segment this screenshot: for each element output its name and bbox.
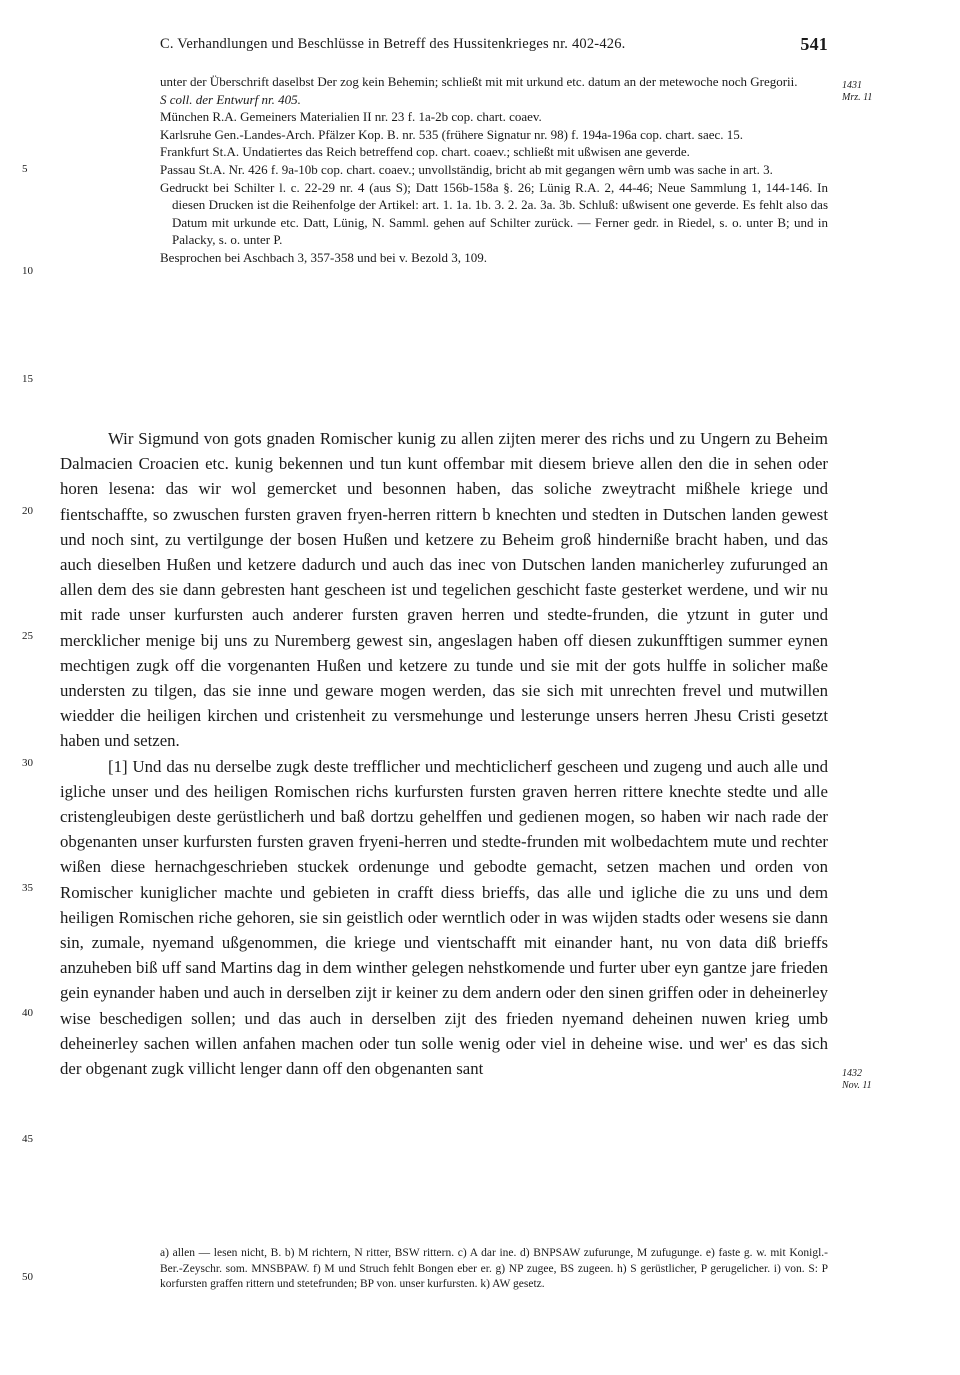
margin-date-day: Nov. 11 — [842, 1080, 872, 1091]
footnote-text: a) allen — lesen nicht, B. b) M richtern, N ritter, BSW rittern. c) A dar ine. d) BNPSAW zufurunge, M zufugunge. e) faste g. w. mit Konigl.-Ber.-Zeyschr. som. MNSBPAW. f) M und Struch fehlt Bongen eber er. g) NP zugee, BS zugeen. h) S gerüstlicher, P gerugelicher. i) von. S: P korfursten graffen rittern und stetefrunden; BP von. unser kurfursten. k) AW gesetz. — [160, 1247, 828, 1290]
apparatus-entry: Gedruckt bei Schilter l. c. 22-29 nr. 4 (aus S); Datt 156b-158a §. 26; Lünig R.A. 2, 44-46; Neue Sammlung 1, 144-146. In diesen Drucken ist die Reihenfolge der Artikel: art. 1. 1a. 1b. 3. 2. 2a. 3a. 3b. Schluß: ußwisent one geverde. Es fehlt also das Datum mit urkunde etc. Datt, Lünig, N. Samml. gehen auf Schilter zurück. — Ferner gedr. in Riedel, s. o. unter B; und in Palacky, s. o. unter P. — [160, 179, 828, 248]
main-text — [60, 426, 828, 1081]
main-paragraph: [1] Und das nu derselbe zugk deste trefflicher und mechticlicherf gescheen und zugeng und auch alle und igliche unser und des heiligen Romischen richs kurfursten fursten graven herren rittere knechte stedte und alle cristengleubigen deste gerüstlicherh und baß dortzu gehelffen und gedienen mogen, so haben wir nach rade der obgenanten unser kurfursten fursten graven fryeni-herren und stedte-frunden mit wolbedachtem mute und rechter wißen diese hernachgeschrieben stuckek ordenunge und gebodte gemacht, setzen machen und orden von Romischer kuniglicher machte und gebieten in crafft diess brieffs, das alle und igliche die zu uns und dem heiligen Romischen riche gehoren, sie sin geistlich oder werntlich oder in was wijden stadts oder wesens sie dann sin, zumale, nyemand ußgenommen, die kriege und vientschafft mit einander hant, nu von data diß brieffs anzuheben biß uff sand Martins dag in dem winther gelegen nehstkomende und furter uber eyn gantze jare frieden gein eynander haben und auch in derselben zijt ir keiner zu dem andern oder den sinen griffen oder in deheinerley wise beschedigen sollen; und das auch in derselben zijt des frieden nyemand deheinen nuwen krieg umb deheinerley sachen willen anfahen machen oder tun solle wenig oder viel in deheine wise. und wer' es das sich der obgenant zugk villicht lenger dann off den obgenanten sant — [60, 756, 828, 1079]
page-number: 541 — [800, 34, 828, 54]
apparatus-entry: Karlsruhe Gen.-Landes-Arch. Pfälzer Kop. B. nr. 535 (frühere Signatur nr. 98) f. 194a-196a cop. chart. saec. 15. — [160, 126, 744, 142]
margin-date-note — [842, 1068, 872, 1092]
line-number: 30 — [22, 757, 33, 769]
line-number: 50 — [22, 1271, 33, 1283]
page-header — [160, 36, 828, 60]
line-number: 25 — [22, 630, 33, 642]
running-title: C. Verhandlungen und Beschlüsse in Betreff des Hussitenkrieges nr. 402-426. — [160, 36, 626, 52]
main-paragraph: Wir Sigmund von gots gnaden Romischer kunig zu allen zijten merer des richs und zu Ungern zu Beheim Dalmacien Croacien etc. kunig bekennen und tun kunt offembar mit diesem brieve allen den die in sehen oder horen lesena: das wir wol gemercket und besonnen haben, das soliche zweytracht mißhele kriege und fientschaffte, so zwuschen fursten graven fryen-herren rittern b knechten und stedten in Dutschen landen gewest und noch sint, zu vertilgunge der bosen Hußen und ketzere zu Beheim groß hinderniße bracht haben, und das auch dieselben Hußen und ketzere dadurch und auch das inec von Dutschen landen manicherley zufurunged an allen dem des sie dann gebresten hant gescheen ist und tegelichen geschicht faste gesterket werdene, und wir nu mit rade unser kurfursten auch anderer fursten graven herren und stedte-frunden, die ytzunt in guter und mercklicher menige bij uns zu Nuremberg gewest sin, angeslagen haben off diesen zukunfftigen summer eynen mechtigen zugk off die vorgenanten Hußen und ketzere zu tunde und sie mit der gots hulffe in solicher maße understen zu tilgen, das sie inne und geware mogen werden, das sie sich mit unrechten frevel und mutwillen wiedder die heiligen kirchen und cristenheit zu versmehunge und lesterunge unsers herren Jhesu Cristi gesetzt haben und setzen. — [60, 429, 828, 751]
apparatus-entry: München R.A. Gemeiners Materialien II nr. 23 f. 1a-2b cop. chart. coaev. — [160, 109, 542, 125]
margin-date-day: Mrz. 11 — [842, 92, 873, 103]
critical-apparatus — [160, 73, 828, 267]
apparatus-entry: S coll. der Entwurf nr. 405. — [160, 91, 301, 107]
margin-date-year: 1431 — [842, 80, 862, 91]
apparatus-entry: unter der Überschrift daselbst Der zog kein Behemin; schließt mit mit urkund etc. datum an der metewoche noch Gregorii. — [160, 74, 798, 89]
apparatus-entry: Besprochen bei Aschbach 3, 357-358 und bei v. Bezold 3, 109. — [160, 249, 487, 265]
apparatus-entry: Frankfurt St.A. Undatiertes das Reich betreffend cop. chart. coaev.; schließt mit ußwisen ane geverde. — [160, 144, 690, 160]
line-number: 10 — [22, 265, 33, 277]
line-number: 15 — [22, 373, 33, 385]
line-number: 45 — [22, 1133, 33, 1145]
footnotes — [160, 1246, 828, 1293]
margin-date-note — [842, 80, 872, 104]
line-number: 5 — [22, 163, 28, 175]
apparatus-entry: Passau St.A. Nr. 426 f. 9a-10b cop. chart. coaev.; unvollständig, bricht ab mit gegangen wêrn umb was sache in art. 3. — [160, 161, 773, 177]
line-number: 35 — [22, 882, 33, 894]
line-number: 20 — [22, 505, 33, 517]
margin-date-year: 1432 — [842, 1068, 862, 1079]
line-number: 40 — [22, 1007, 33, 1019]
